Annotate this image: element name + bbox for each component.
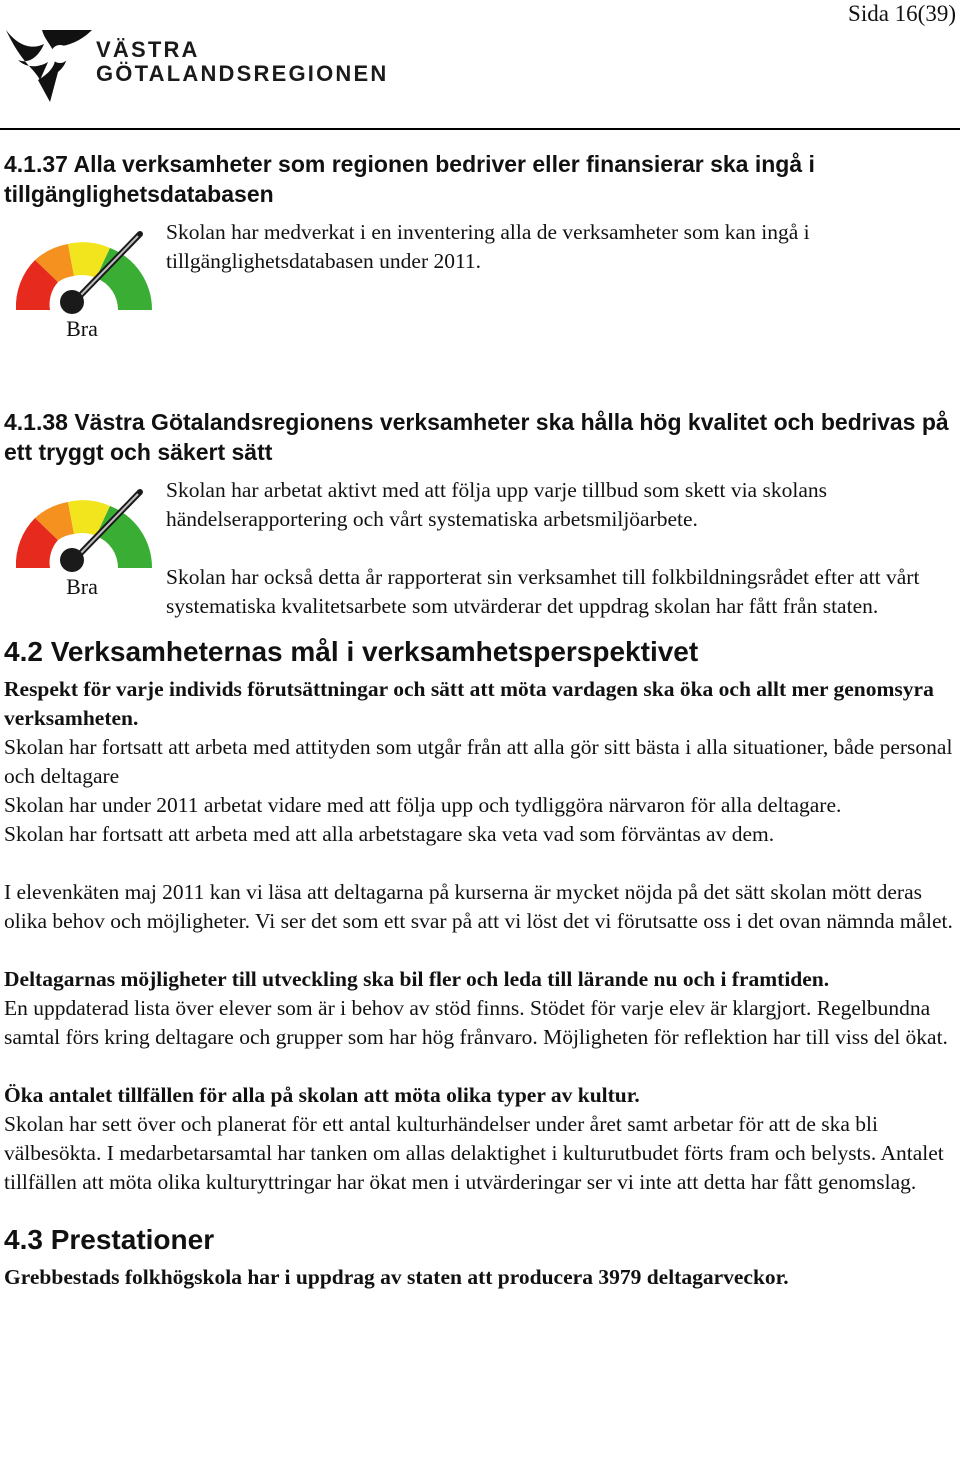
section-4-1-38-text-col: [166, 476, 956, 621]
page-content: [4, 150, 956, 1292]
heading-4-1-37: 4.1.37 Alla verksamheter som regionen bedriver eller finansierar ska ingå i tillgänglighetsdatabasen: [4, 151, 815, 207]
gauge-block: [4, 476, 166, 621]
page-number: Sida 16(39): [848, 1, 956, 26]
goal-1-paragraph-1: Skolan har fortsatt att arbeta med attityden som utgår från att alla gör sitt bästa i alla situationer, både personal och deltagare: [4, 735, 953, 788]
goal-1-title: Respekt för varje individs förutsättningar och sätt att möta vardagen ska öka och allt mer genomsyra verksamheten.: [4, 677, 934, 730]
section-4-1-37-text: Skolan har medverkat i en inventering alla de verksamheter som kan ingå i tillgänglighetsdatabasen under 2011.: [166, 220, 810, 273]
goal-1-paragraph-3: Skolan har fortsatt att arbeta med att alla arbetstagare ska veta vad som förväntas av dem.: [4, 822, 775, 846]
gauge-good-icon: [4, 218, 156, 318]
header-rule: [0, 128, 960, 130]
goal-3-paragraph-1: Skolan har sett över och planerat för ett antal kulturhändelser under året samt arbetar för att de ska bli välbesökta. I medarbetarsamtal har tanken om allas delaktighet i kulturutbudet förts fram och belysts. Antalet tillfällen att möta olika kulturyttringar har ökat men i utvärderingar ser vi inte att detta har fått genomslag.: [4, 1112, 944, 1194]
heading-4-2: 4.2 Verksamheternas mål i verksamhetsperspektivet: [4, 636, 699, 667]
goal-3-title: Öka antalet tillfällen för alla på skolan att möta olika typer av kultur.: [4, 1083, 640, 1107]
vgr-emblem-icon: [4, 24, 94, 108]
goal-2-paragraph-1: En uppdaterad lista över elever som är i behov av stöd finns. Stödet för varje elev är klargjort. Regelbundna samtal förs kring deltagare och grupper som har hög frånvaro. Möjligheten för reflektion har till viss del ökat.: [4, 996, 948, 1049]
goal-1-paragraph-4: I elevenkäten maj 2011 kan vi läsa att deltagarna på kurserna är mycket nöjda på det sätt skolan mött deras olika behov och möjligheter. Vi ser det som ett svar på att vi löst det vi förutsatte oss i det ovan nämnda målet.: [4, 880, 953, 933]
gauge-label: Bra: [66, 316, 98, 341]
heading-4-1-38: 4.1.38 Västra Götalandsregionens verksamheter ska hålla hög kvalitet och bedrivas på ett tryggt och säkert sätt: [4, 409, 949, 465]
prestationer-text: Grebbestads folkhögskola har i uppdrag av staten att producera 3979 deltagarveckor.: [4, 1265, 789, 1289]
section-4-1-38-text-1: Skolan har arbetat aktivt med att följa upp varje tillbud som skett via skolans händelserapportering och vårt systematiska arbetsmiljöarbete.: [166, 478, 827, 531]
heading-4-3: 4.3 Prestationer: [4, 1224, 215, 1255]
gauge-block: [4, 218, 166, 370]
section-4-1-37-text-col: [166, 218, 956, 370]
logo-line-1: VÄSTRA: [96, 37, 200, 62]
section-4-1-37-row: [4, 218, 956, 370]
vgr-logo: [4, 24, 404, 108]
logo-line-2: GÖTALANDSREGIONEN: [96, 61, 389, 86]
section-4-1-38-row: [4, 476, 956, 621]
gauge-label: Bra: [66, 574, 98, 599]
goal-2-title: Deltagarnas möjligheter till utveckling ska bil fler och leda till lärande nu och i framtiden.: [4, 967, 830, 991]
gauge-good-icon: [4, 476, 156, 576]
section-4-1-38-text-2: Skolan har också detta år rapporterat sin verksamhet till folkbildningsrådet efter att vårt systematiska kvalitetsarbete som utvärderar det uppdrag skolan har fått från staten.: [166, 565, 920, 618]
goal-1-paragraph-2: Skolan har under 2011 arbetat vidare med att följa upp och tydliggöra närvaron för alla deltagare.: [4, 793, 842, 817]
